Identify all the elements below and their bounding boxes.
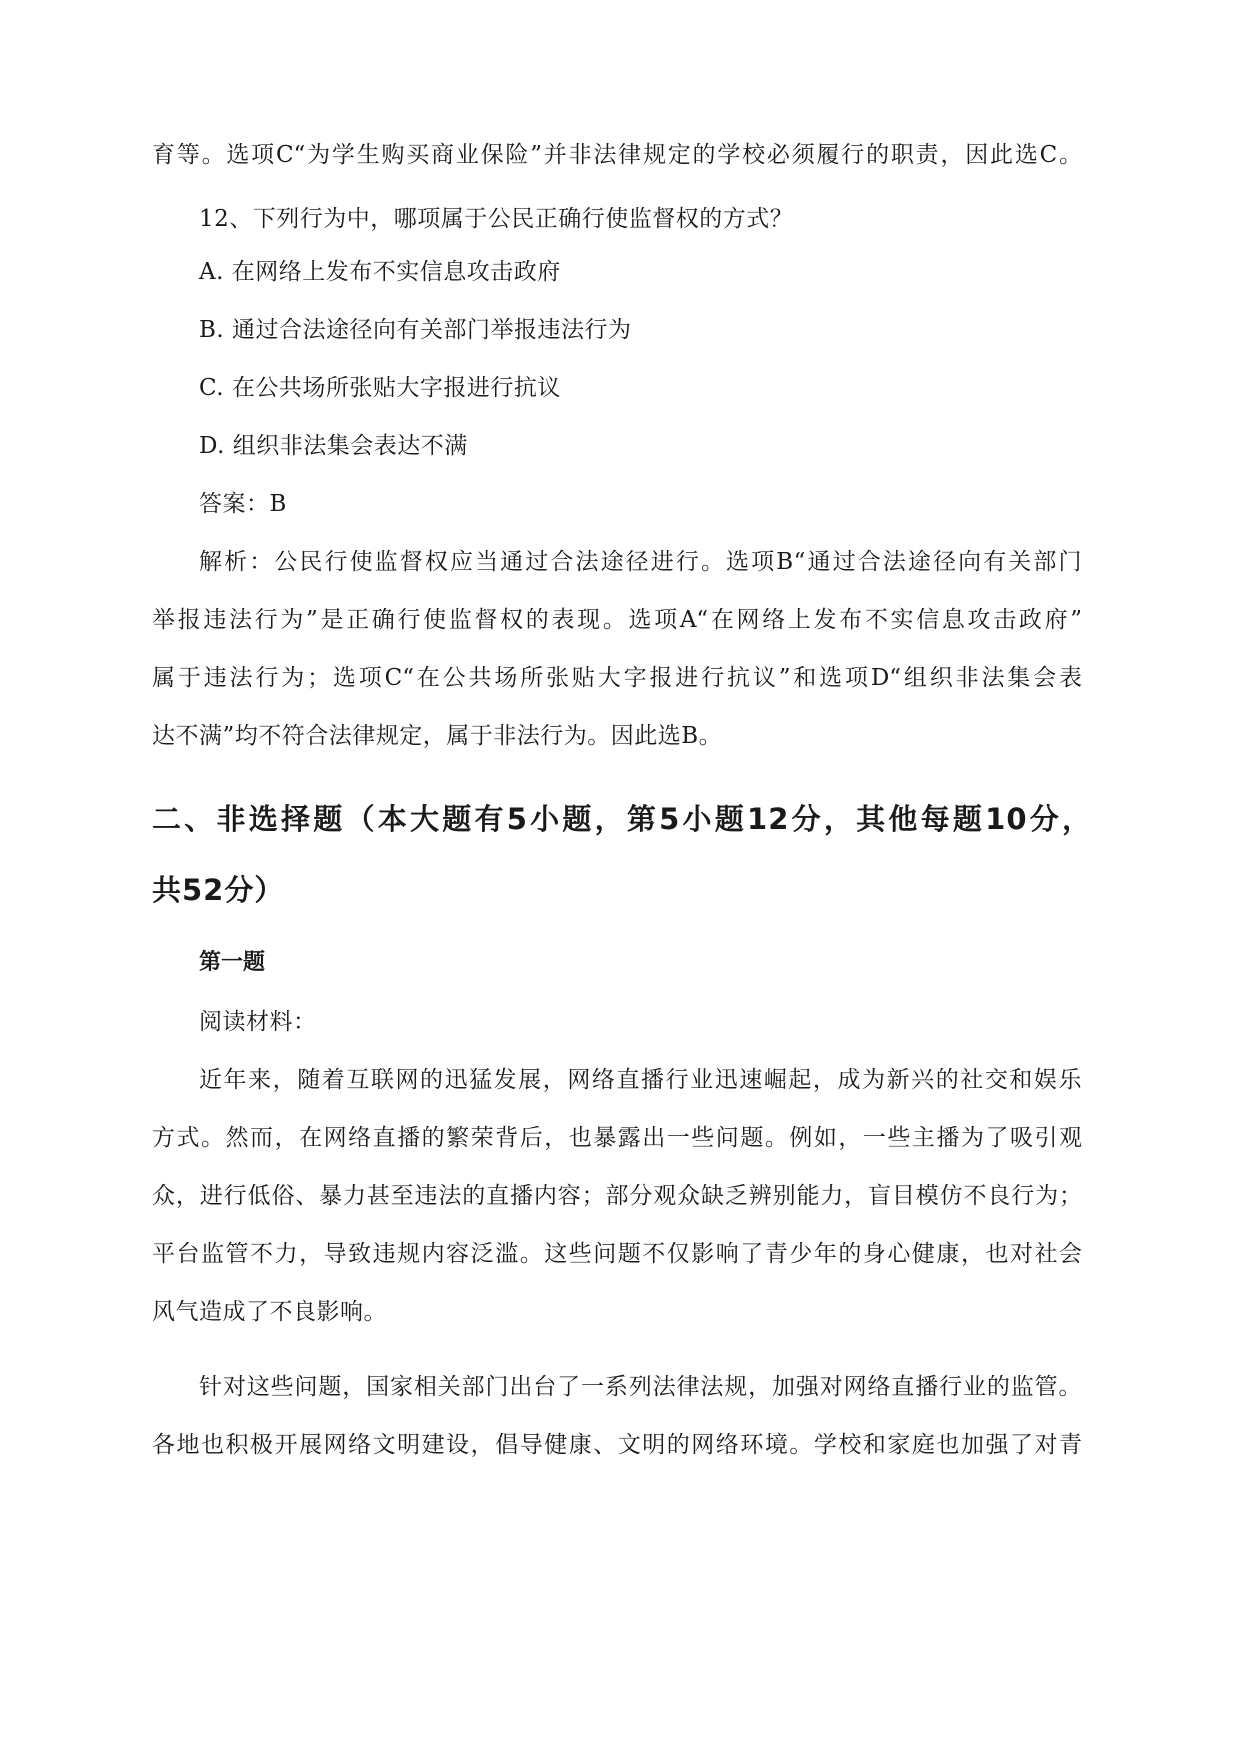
previous-explanation-tail: 育等。选项C“为学生购买商业保险”并非法律规定的学校必须履行的职责，因此选C。 <box>152 142 1082 168</box>
analysis-line-2: 举报违法行为”是正确行使监督权的表现。选项A“在网络上发布不实信息攻击政府” <box>152 607 1082 633</box>
analysis-line-1: 解析：公民行使监督权应当通过合法途径进行。选项B“通过合法途径向有关部门 <box>199 549 1082 575</box>
paragraph-1-line-5: 风气造成了不良影响。 <box>152 1299 387 1325</box>
paragraph-1-line-3: 众，进行低俗、暴力甚至违法的直播内容；部分观众缺乏辨别能力，盲目模仿不良行为； <box>152 1183 1082 1209</box>
question-12: 12、下列行为中，哪项属于公民正确行使监督权的方式？ <box>199 206 794 232</box>
option-a: A. 在网络上发布不实信息攻击政府 <box>199 259 561 285</box>
paragraph-2-line-2: 各地也积极开展网络文明建设，倡导健康、文明的网络环境。学校和家庭也加强了对青 <box>152 1432 1082 1458</box>
section-title-line-2: 共52分） <box>152 873 285 907</box>
paragraph-1-line-4: 平台监管不力，导致违规内容泛滥。这些问题不仅影响了青少年的身心健康，也对社会 <box>152 1241 1082 1267</box>
section-title-line-1: 二、非选择题（本大题有5小题，第5小题12分，其他每题10分， <box>152 802 1092 836</box>
paragraph-1-line-1: 近年来，随着互联网的迅猛发展，网络直播行业迅速崛起，成为新兴的社交和娱乐 <box>199 1067 1082 1093</box>
question-subtitle: 第一题 <box>199 950 266 975</box>
answer-line: 答案：B <box>199 491 287 517</box>
option-b: B. 通过合法途径向有关部门举报违法行为 <box>199 317 632 343</box>
option-c: C. 在公共场所张贴大字报进行抗议 <box>199 375 561 401</box>
option-d: D. 组织非法集会表达不满 <box>199 433 468 459</box>
analysis-line-4: 达不满”均不符合法律规定，属于非法行为。因此选B。 <box>152 723 723 749</box>
paragraph-2-line-1: 针对这些问题，国家相关部门出台了一系列法律法规，加强对网络直播行业的监管。 <box>199 1374 1082 1400</box>
analysis-line-3: 属于违法行为；选项C“在公共场所张贴大字报进行抗议”和选项D“组织非法集会表 <box>152 665 1082 691</box>
material-label: 阅读材料： <box>199 1009 317 1035</box>
paragraph-1-line-2: 方式。然而，在网络直播的繁荣背后，也暴露出一些问题。例如，一些主播为了吸引观 <box>152 1125 1082 1151</box>
